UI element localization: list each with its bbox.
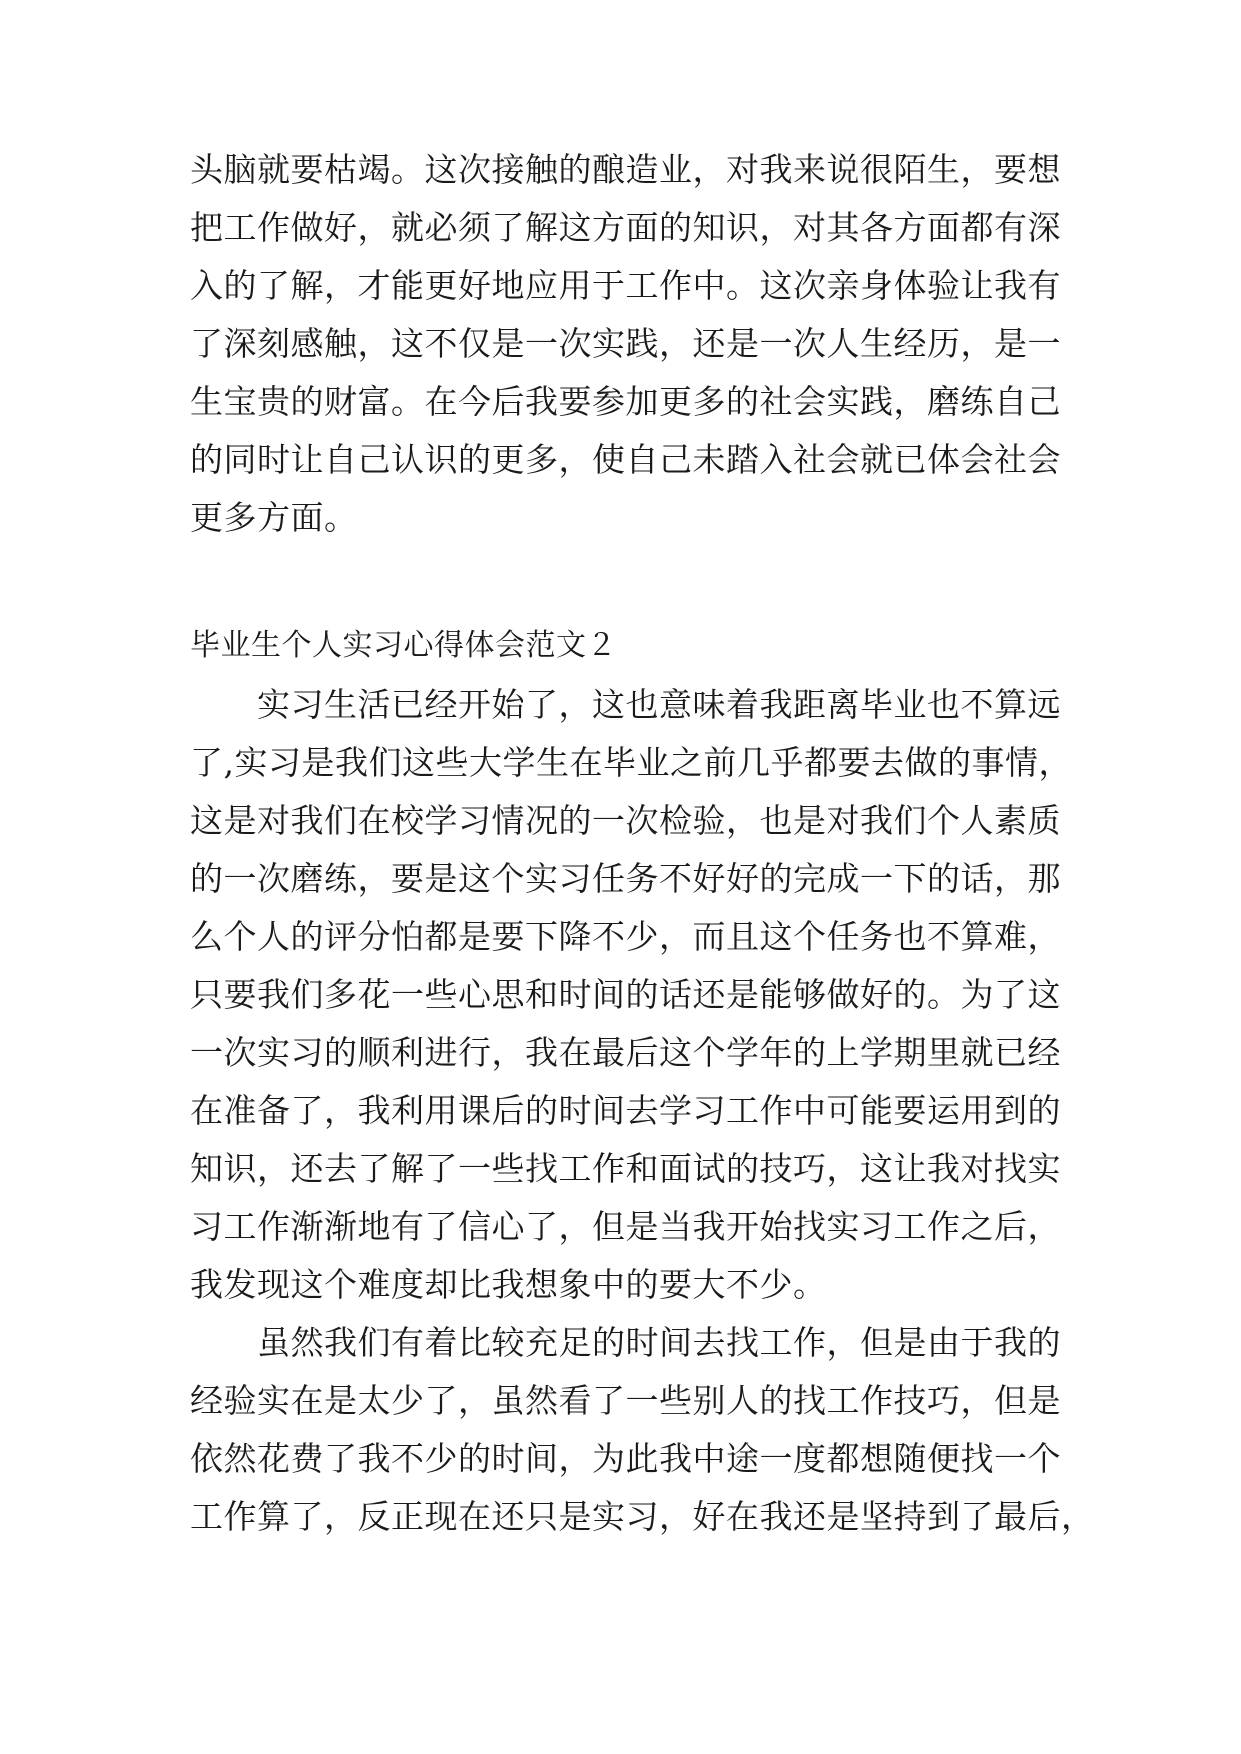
paragraph-line: 了,实习是我们这些大学生在毕业之前几乎都要去做的事情， xyxy=(190,743,1072,782)
paragraph-line: 我发现这个难度却比我想象中的要大不少。 xyxy=(190,1265,827,1304)
paragraph-line: 这是对我们在校学习情况的一次检验，也是对我们个人素质 xyxy=(190,801,1061,840)
paragraph-line: 一次实习的顺利进行，我在最后这个学年的上学期里就已经 xyxy=(190,1033,1061,1072)
section-heading: 毕业生个人实习心得体会范文２ xyxy=(190,628,617,663)
paragraph-line: 习工作渐渐地有了信心了，但是当我开始找实习工作之后， xyxy=(190,1207,1061,1246)
paragraph-line: 么个人的评分怕都是要下降不少，而且这个任务也不算难， xyxy=(190,917,1061,956)
paragraph-line: 经验实在是太少了，虽然看了一些别人的找工作技巧，但是 xyxy=(190,1381,1061,1420)
paragraph-line: 虽然我们有着比较充足的时间去找工作，但是由于我的 xyxy=(257,1323,1061,1362)
paragraph-line: 更多方面。 xyxy=(190,498,358,537)
paragraph-line: 了深刻感触，这不仅是一次实践，还是一次人生经历，是一 xyxy=(190,324,1061,363)
paragraph-line: 的一次磨练，要是这个实习任务不好好的完成一下的话，那 xyxy=(190,859,1061,898)
paragraph-line: 在准备了，我利用课后的时间去学习工作中可能要运用到的 xyxy=(190,1091,1061,1130)
paragraph-line: 生宝贵的财富。在今后我要参加更多的社会实践，磨练自己 xyxy=(190,382,1061,421)
paragraph-line: 入的了解，才能更好地应用于工作中。这次亲身体验让我有 xyxy=(190,266,1061,305)
paragraph-line: 把工作做好，就必须了解这方面的知识，对其各方面都有深 xyxy=(190,208,1061,247)
paragraph-line: 工作算了，反正现在还只是实习，好在我还是坚持到了最后， xyxy=(190,1497,1095,1536)
paragraph-line: 只要我们多花一些心思和时间的话还是能够做好的。为了这 xyxy=(190,975,1061,1014)
paragraph-line: 依然花费了我不少的时间，为此我中途一度都想随便找一个 xyxy=(190,1439,1061,1478)
paragraph-line: 的同时让自己认识的更多，使自己未踏入社会就已体会社会 xyxy=(190,440,1061,479)
paragraph-line: 知识，还去了解了一些找工作和面试的技巧，这让我对找实 xyxy=(190,1149,1061,1188)
paragraph-line: 实习生活已经开始了，这也意味着我距离毕业也不算远 xyxy=(257,685,1061,724)
paragraph-line: 头脑就要枯竭。这次接触的酿造业，对我来说很陌生，要想 xyxy=(190,150,1061,189)
